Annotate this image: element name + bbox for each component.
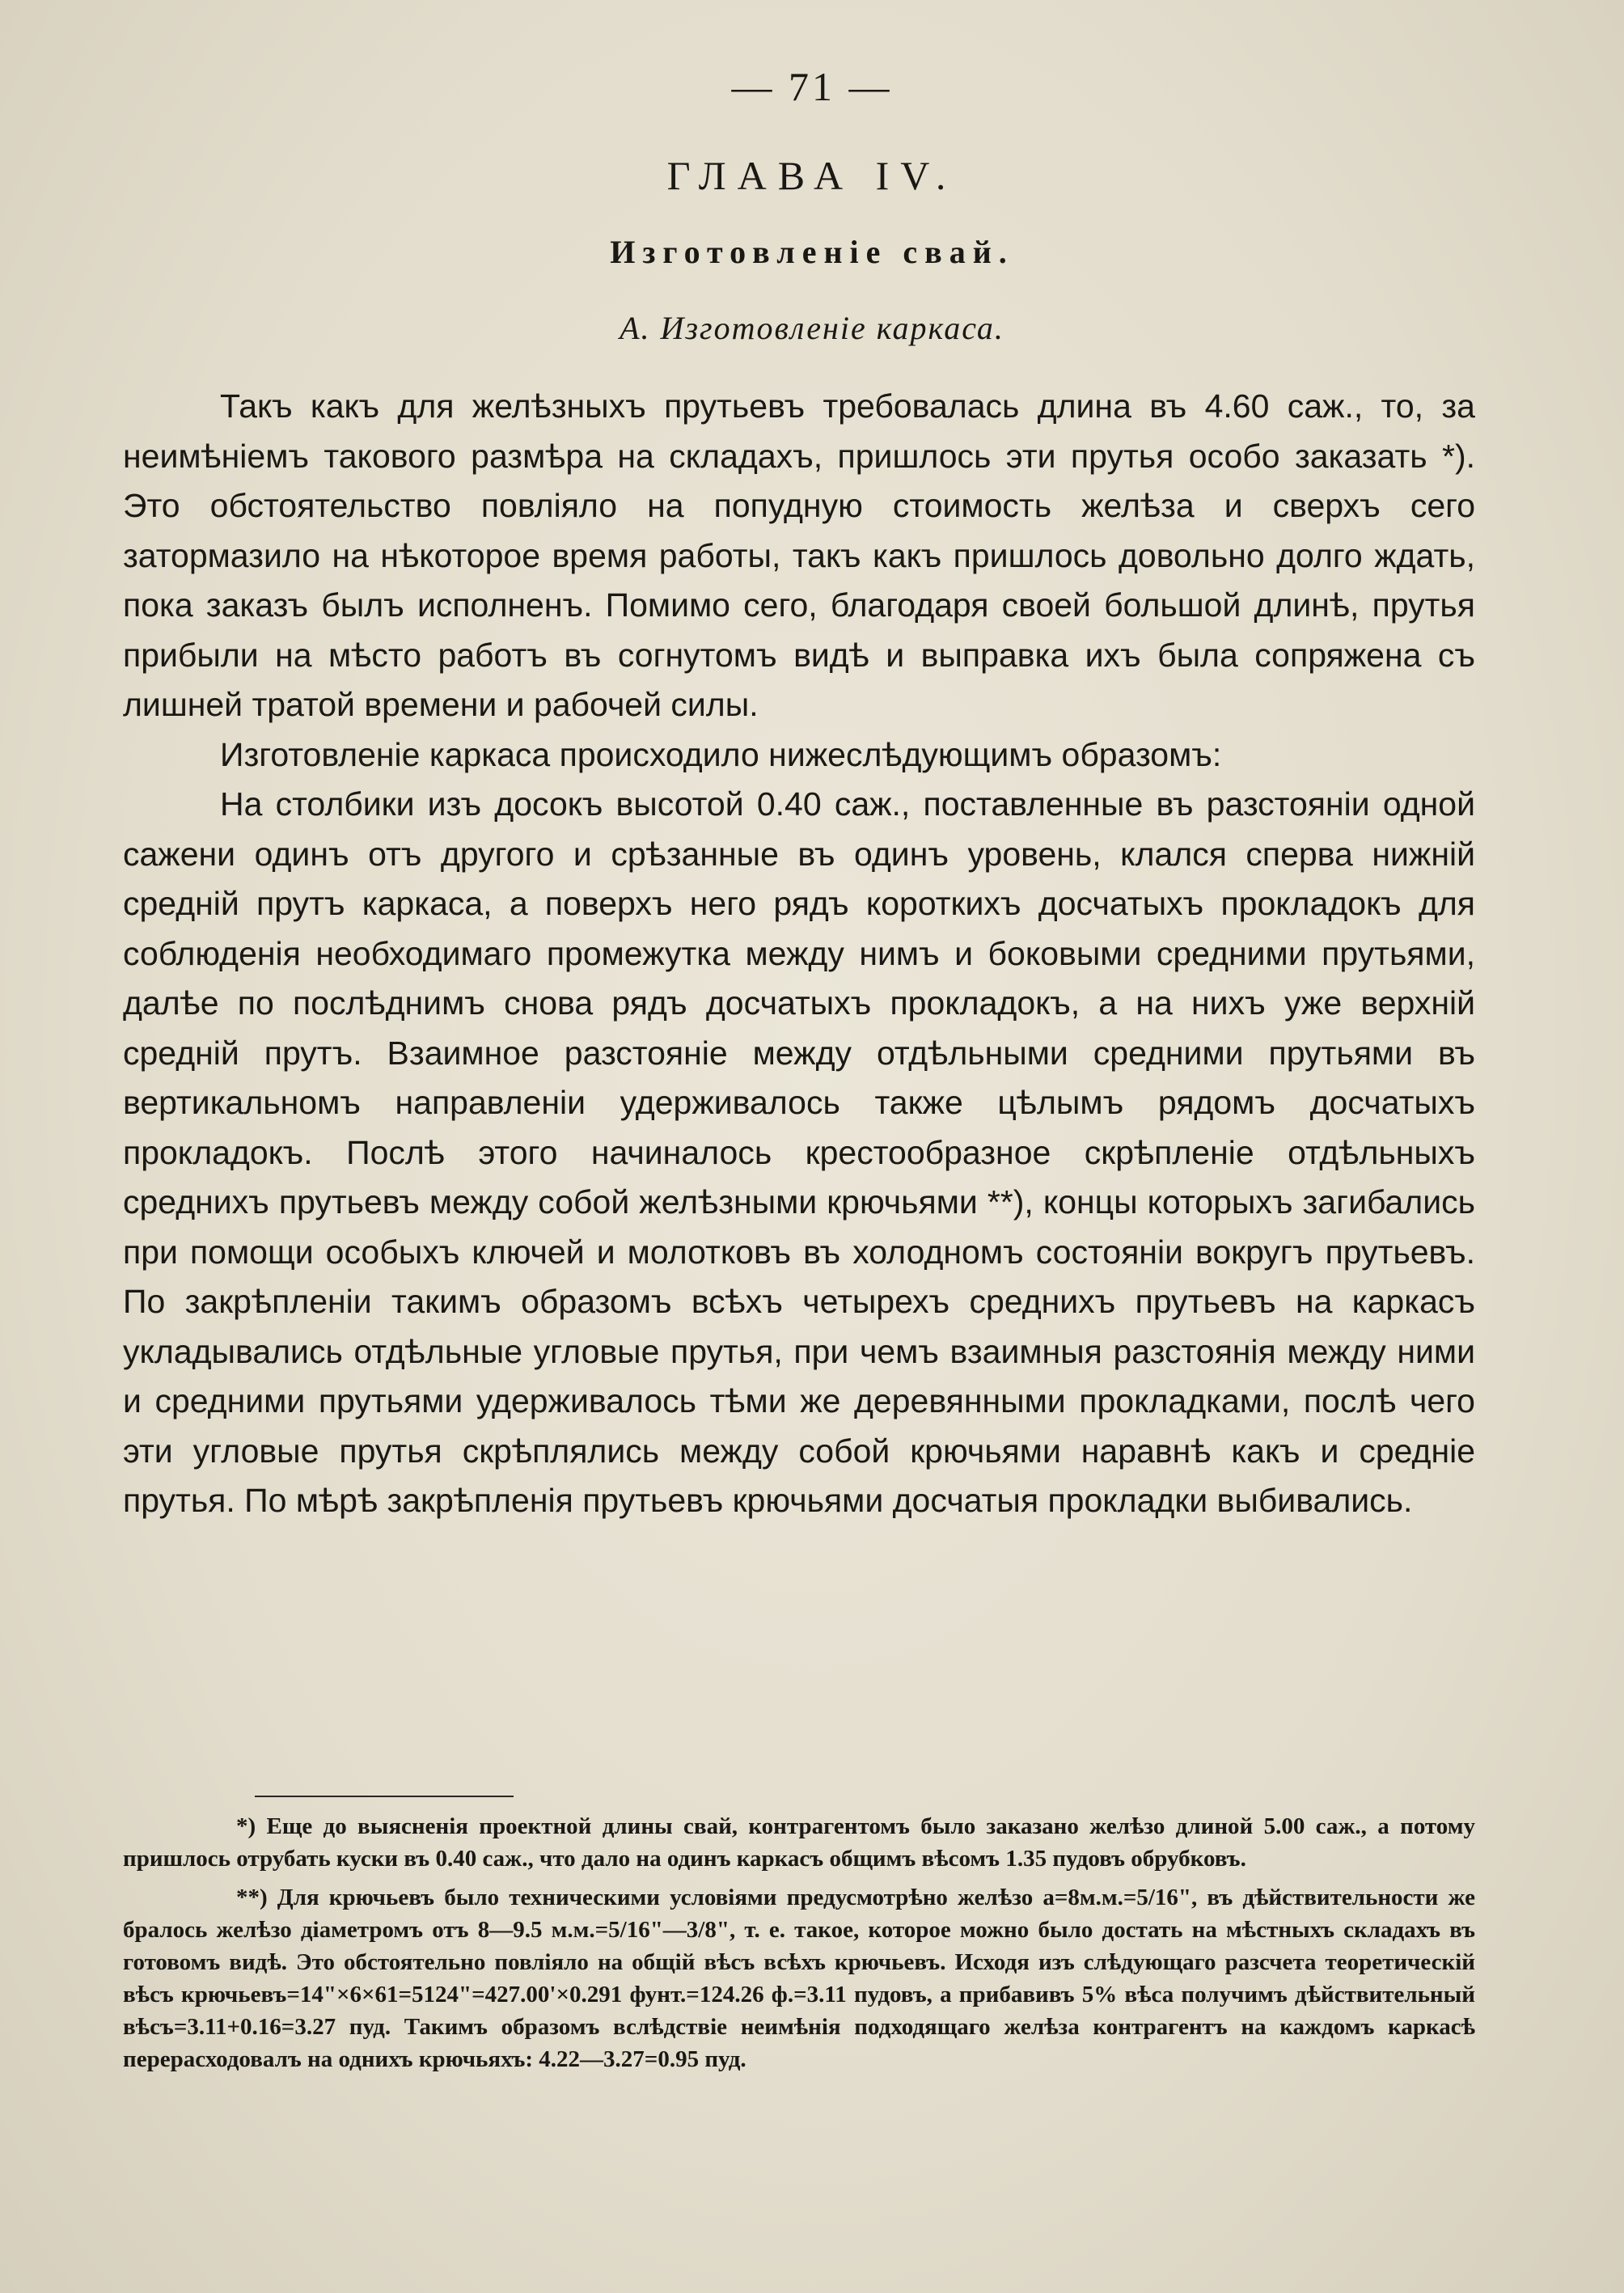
footnote-1: *) Еще до выясненія проектной длины свай, контрагентомъ было заказано желѣзо длиной 5.00 саж., а потому пришлось отрубать куски въ 0.40 саж., что дало на одинъ каркасъ общимъ вѣсомъ 1.35 пудовъ обрубковъ. <box>123 1813 1475 1872</box>
paragraph-2: Изготовленіе каркаса происходило нижеслѣдующимъ образомъ: <box>220 735 1222 773</box>
footnote-2: **) Для крючьевъ было техническими условіями предусмотрѣно желѣзо а=8м.м.=5/16", въ дѣйствительности же бралось желѣзо діаметромъ отъ 8—9.5 м.м.=5/16"—3/8", т. е. такое, которое можно было достать на мѣстныхъ складахъ въ готовомъ видѣ. Это обстоятельно повліяло на общій вѣсъ всѣхъ крючьевъ. Исходя изъ слѣдующаго разсчета теоретическій вѣсъ крючьевъ=14"×6×61=5124"=427.00'×0.291 фунт.=124.26 ф.=3.11 пудовъ, а прибавивъ 5% вѣса получимъ дѣйствительный вѣсъ=3.11+0.16=3.27 пуд. Такимъ образомъ вслѣдствіе неимѣнія подходящаго желѣза контрагентъ на каждомъ каркасѣ перерасходовалъ на однихъ крючьяхъ: 4.22—3.27=0.95 пуд. <box>123 1885 1475 2072</box>
body-text <box>123 382 1475 1526</box>
subsection-title: А. Изготовленіе каркаса. <box>620 310 1004 346</box>
footnote-divider <box>255 1796 514 1797</box>
page-number: — 71 — <box>731 64 893 109</box>
section-title: Изготовленіе свай. <box>610 234 1014 270</box>
footnotes <box>123 1810 1475 2082</box>
paragraph-3: На столбики изъ досокъ высотой 0.40 саж., поставленные въ разстояніи одной сажени одинъ отъ другого и срѣзанные въ одинъ уровень, клался сперва нижній средній прутъ каркаса, а поверхъ него рядъ короткихъ досчатыхъ прокладокъ для соблюденія необходимаго промежутка между нимъ и боковыми средними прутьями, далѣе по послѣднимъ снова рядъ досчатыхъ прокладокъ, а на нихъ уже верхній средній прутъ. Взаимное разстояніе между отдѣльными средними прутьями въ вертикальномъ направленіи удерживалось также цѣлымъ рядомъ досчатыхъ прокладокъ. Послѣ этого начиналось крестообразное скрѣпленіе отдѣльныхъ среднихъ прутьевъ между собой желѣзными крючьями **), концы которыхъ загибались при помощи особыхъ ключей и молотковъ въ холодномъ состояніи вокругъ прутьевъ. По закрѣпленіи такимъ образомъ всѣхъ четырехъ среднихъ прутьевъ на каркасъ укладывались отдѣльные угловые прутья, при чемъ взаимныя разстоянія между ними и средними прутьями удерживалось тѣми же деревянными прокладками, послѣ чего эти угловые прутья скрѣплялись между собой крючьями наравнѣ какъ и средніе прутья. По мѣрѣ закрѣпленія прутьевъ крючьями досчатыя прокладки выбивались. <box>123 785 1475 1519</box>
paragraph-1: Такъ какъ для желѣзныхъ прутьевъ требовалась длина въ 4.60 саж., то, за неимѣніемъ такового размѣра на складахъ, пришлось эти прутья особо заказать *). Это обстоятельство повліяло на попудную стоимость желѣза и сверхъ сего затормазило на нѣкоторое время работы, такъ какъ пришлось довольно долго ждать, пока заказъ былъ исполненъ. Помимо сего, благодаря своей большой длинѣ, прутья прибыли на мѣсто работъ въ согнутомъ видѣ и выправка ихъ была сопряжена съ лишней тратой времени и рабочей силы. <box>123 387 1475 723</box>
chapter-title: ГЛАВА IV. <box>666 153 958 198</box>
